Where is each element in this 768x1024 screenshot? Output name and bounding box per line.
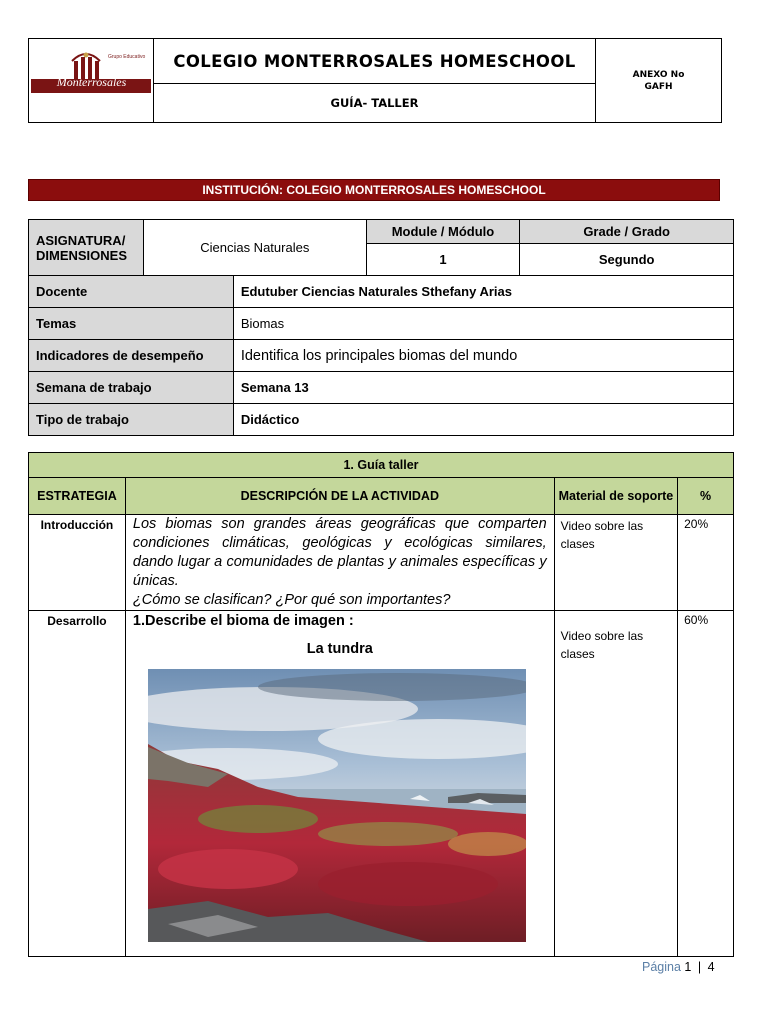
page-footer (642, 960, 715, 974)
table-row (29, 515, 734, 611)
page-separator: | (697, 960, 702, 974)
table-row (29, 404, 734, 436)
table-row (29, 340, 734, 372)
week-label: Semana de trabajo (29, 372, 234, 404)
page-number: 1 (684, 960, 692, 974)
page-label: Página (642, 960, 681, 974)
intro-description (125, 515, 554, 611)
section-title: 1. Guía taller (29, 453, 734, 478)
teacher-label: Docente (29, 276, 234, 308)
activity-table (28, 452, 734, 957)
school-logo (29, 39, 154, 122)
development-material: Video sobre las clases (554, 611, 677, 957)
biome-name: La tundra (306, 641, 373, 657)
annex-block (596, 39, 721, 122)
document-header (28, 38, 722, 123)
work-type-value: Didáctico (233, 404, 733, 436)
indicators-label: Indicadores de desempeño (29, 340, 234, 372)
subject-label: ASIGNATURA/ DIMENSIONES (29, 220, 144, 276)
grade-label: Grade / Grado (520, 220, 734, 244)
subject-value: Ciencias Naturales (143, 220, 366, 276)
week-value: Semana 13 (233, 372, 733, 404)
header-title-block (154, 39, 596, 122)
material-header: Material de soporte (554, 478, 677, 515)
work-type-label: Tipo de trabajo (29, 404, 234, 436)
description-header: DESCRIPCIÓN DE LA ACTIVIDAD (125, 478, 554, 515)
school-title: COLEGIO MONTERROSALES HOMESCHOOL (154, 39, 595, 84)
table-row (29, 611, 734, 957)
table-row (29, 220, 734, 244)
institution-banner: INSTITUCIÓN: COLEGIO MONTERROSALES HOMESCHOOL (28, 179, 720, 201)
logo-group-text: Grupo Educativo (108, 54, 146, 60)
table-row (29, 453, 734, 478)
development-description (125, 611, 554, 957)
grade-value: Segundo (520, 244, 734, 276)
development-strategy: Desarrollo (29, 611, 126, 957)
document-type: GUÍA- TALLER (330, 96, 419, 110)
table-row (29, 276, 734, 308)
topics-value: Biomas (233, 308, 733, 340)
annex-code: GAFH (644, 81, 673, 92)
teacher-value: Edutuber Ciencias Naturales Sthefany Arias (233, 276, 733, 308)
intro-strategy: Introducción (29, 515, 126, 611)
module-value: 1 (366, 244, 520, 276)
logo-name-text: Monterrosales (56, 75, 127, 89)
tundra-photo (148, 669, 526, 942)
intro-material: Video sobre las clases (554, 515, 677, 611)
course-info-table (28, 219, 734, 436)
module-label: Module / Módulo (366, 220, 520, 244)
table-row (29, 308, 734, 340)
strategy-header: ESTRATEGIA (29, 478, 126, 515)
percent-header: % (678, 478, 734, 515)
development-percent: 60% (678, 611, 734, 957)
indicators-value: Identifica los principales biomas del mundo (233, 340, 733, 372)
annex-label: ANEXO No (632, 69, 685, 80)
table-row (29, 478, 734, 515)
topics-label: Temas (29, 308, 234, 340)
table-row (29, 372, 734, 404)
page-total: 4 (707, 960, 715, 974)
intro-percent: 20% (678, 515, 734, 611)
task-title: 1.Describe el bioma de imagen : (132, 613, 354, 629)
intro-question: ¿Cómo se clasifican? ¿Por qué son importantes? (132, 592, 451, 608)
intro-text: Los biomas son grandes áreas geográficas que comparten condiciones climáticas, geológicas y ecológicas similares, dando lugar a comunidades de plantas y animales específicas y únicas. (132, 516, 547, 589)
